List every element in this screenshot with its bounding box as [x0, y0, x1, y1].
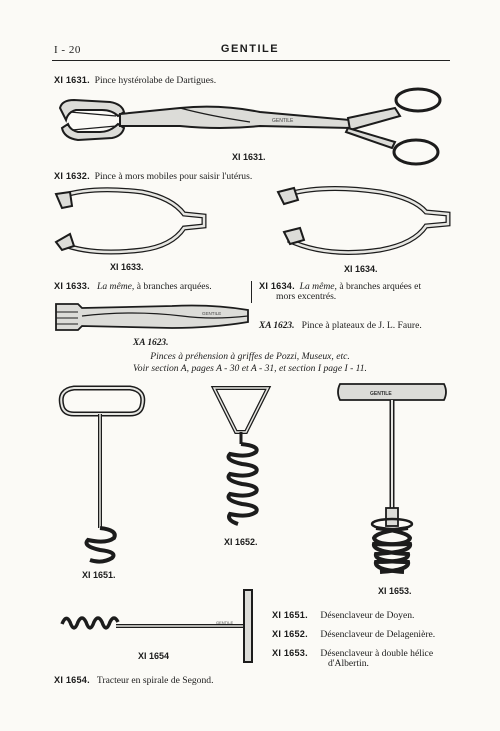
item-1632-line: [54, 170, 252, 183]
item-1654-line: [54, 674, 213, 687]
curved-forceps-1633-image: [52, 184, 212, 260]
item-1623-line: [259, 320, 422, 332]
page-number: I - 20: [54, 44, 81, 56]
item-1634-caption: XI 1634.: [344, 264, 378, 274]
plate-forceps-1623-image: [52, 298, 252, 338]
legend-1652-text: Désenclaveur de Delagenière.: [320, 629, 436, 640]
item-1632-code: XI 1632.: [54, 171, 90, 181]
item-1623-caption: XA 1623.: [133, 338, 169, 348]
item-1623-engraving: GENTILE: [202, 311, 222, 316]
curved-forceps-1634-image: [276, 184, 452, 260]
item-1654-engraving: GENTILE: [216, 620, 234, 625]
legend-1653-text2: d'Albertin.: [328, 658, 369, 669]
header-rule: [52, 60, 450, 61]
item-1653-engraving: GENTILE: [370, 391, 392, 397]
item-1623-code: XA 1623.: [259, 321, 295, 331]
item-1631-text: Pince hystérolabe de Dartigues.: [94, 75, 217, 86]
legend-1652-code: XI 1652.: [272, 629, 308, 639]
legend-item-1651: [272, 609, 414, 622]
item-1634-text: à branches arquées et: [339, 281, 422, 292]
corkscrew-1651-image: [54, 380, 150, 570]
item-1633-code: XI 1633.: [54, 281, 90, 291]
item-1633-italic: La même,: [97, 281, 135, 292]
item-1631-caption: XI 1631.: [232, 152, 266, 162]
note-line-2: Voir section A, pages A - 30 et A - 31, et section I page I - 11.: [133, 363, 367, 374]
item-1633-caption: XI 1633.: [110, 262, 144, 272]
note-line-1: Pinces à préhension à griffes de Pozzi, Museux, etc.: [150, 351, 350, 362]
item-1634-code: XI 1634.: [259, 281, 295, 291]
legend-1653-code: XI 1653.: [272, 648, 308, 658]
legend-1651-code: XI 1651.: [272, 610, 308, 620]
item-1654-text: Tracteur en spirale de Segond.: [96, 675, 214, 686]
item-1653-caption: XI 1653.: [378, 586, 412, 596]
item-1634-italic: La même,: [299, 281, 337, 292]
item-1633-line: [54, 280, 212, 293]
brand-title: GENTILE: [220, 43, 280, 55]
legend-1651-text: Désenclaveur de Doyen.: [320, 610, 415, 621]
item-1623-text: Pince à plateaux de J. L. Faure.: [301, 320, 422, 331]
item-1651-caption: XI 1651.: [82, 570, 116, 580]
item-1652-caption: XI 1652.: [224, 537, 258, 547]
legend-1653-text: Désenclaveur à double hélice: [320, 648, 434, 659]
legend-item-1652: [272, 628, 435, 641]
item-1654-code: XI 1654.: [54, 675, 90, 685]
corkscrew-1652-image: [208, 380, 274, 536]
double-helix-1653-image: [334, 378, 450, 586]
item-1632-text: Pince à mors mobiles pour saisir l'utérus.: [94, 171, 253, 182]
item-1654-caption: XI 1654: [138, 651, 170, 661]
item-1634-line2: mors excentrés.: [276, 291, 337, 302]
item-1631-engraving: GENTILE: [272, 118, 294, 124]
item-1631-code: XI 1631.: [54, 75, 90, 85]
item-1633-text: à branches arquées.: [136, 281, 212, 292]
